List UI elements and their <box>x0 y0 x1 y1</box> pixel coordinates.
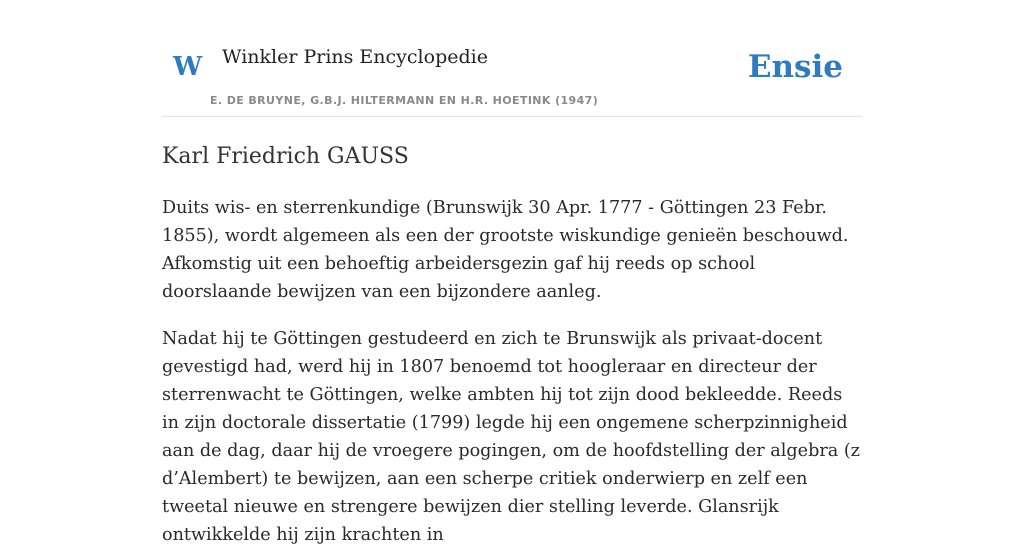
article-title: Karl Friedrich GAUSS <box>162 144 409 169</box>
source-authors: E. DE BRUYNE, G.B.J. HILTERMANN EN H.R. HOETINK (1947) <box>210 94 599 107</box>
source-logo[interactable]: W <box>173 52 203 82</box>
page-container <box>162 0 862 549</box>
article-paragraph: Duits wis- en sterrenkundige (Brunswijk 30 Apr. 1777 - Göttingen 23 Febr. 1855), wordt algemeen als een der grootste wiskundige genieën beschouwd. Afkomstig uit een behoeftig arbeidersgezin gaf hij reeds op school doorslaande bewijzen van een bijzondere aanleg. <box>162 197 849 302</box>
ensie-logo[interactable]: Ensie <box>747 49 843 85</box>
source-title[interactable]: Winkler Prins Encyclopedie <box>222 46 488 68</box>
article-paragraph: Nadat hij te Göttingen gestudeerd en zich te Brunswijk als privaat-docent gevestigd had, werd hij in 1807 benoemd tot hoogleraar en directeur der sterrenwacht te Göttingen, welke ambten hij tot zijn dood bekleedde. Reeds in zijn doctorale dissertatie (1799) legde hij een ongemene scherpzinnigheid aan de dag, daar hij de vroegere pogingen, om de hoofdstelling der algebra (z d’Alembert) te bewijzen, aan een scherpe critiek onderwierp en zelf een tweetal nieuwe en strengere bewijzen dier stelling leverde. Glansrijk ontwikkelde hij zijn krachten in <box>162 328 860 545</box>
source-header <box>162 0 862 117</box>
